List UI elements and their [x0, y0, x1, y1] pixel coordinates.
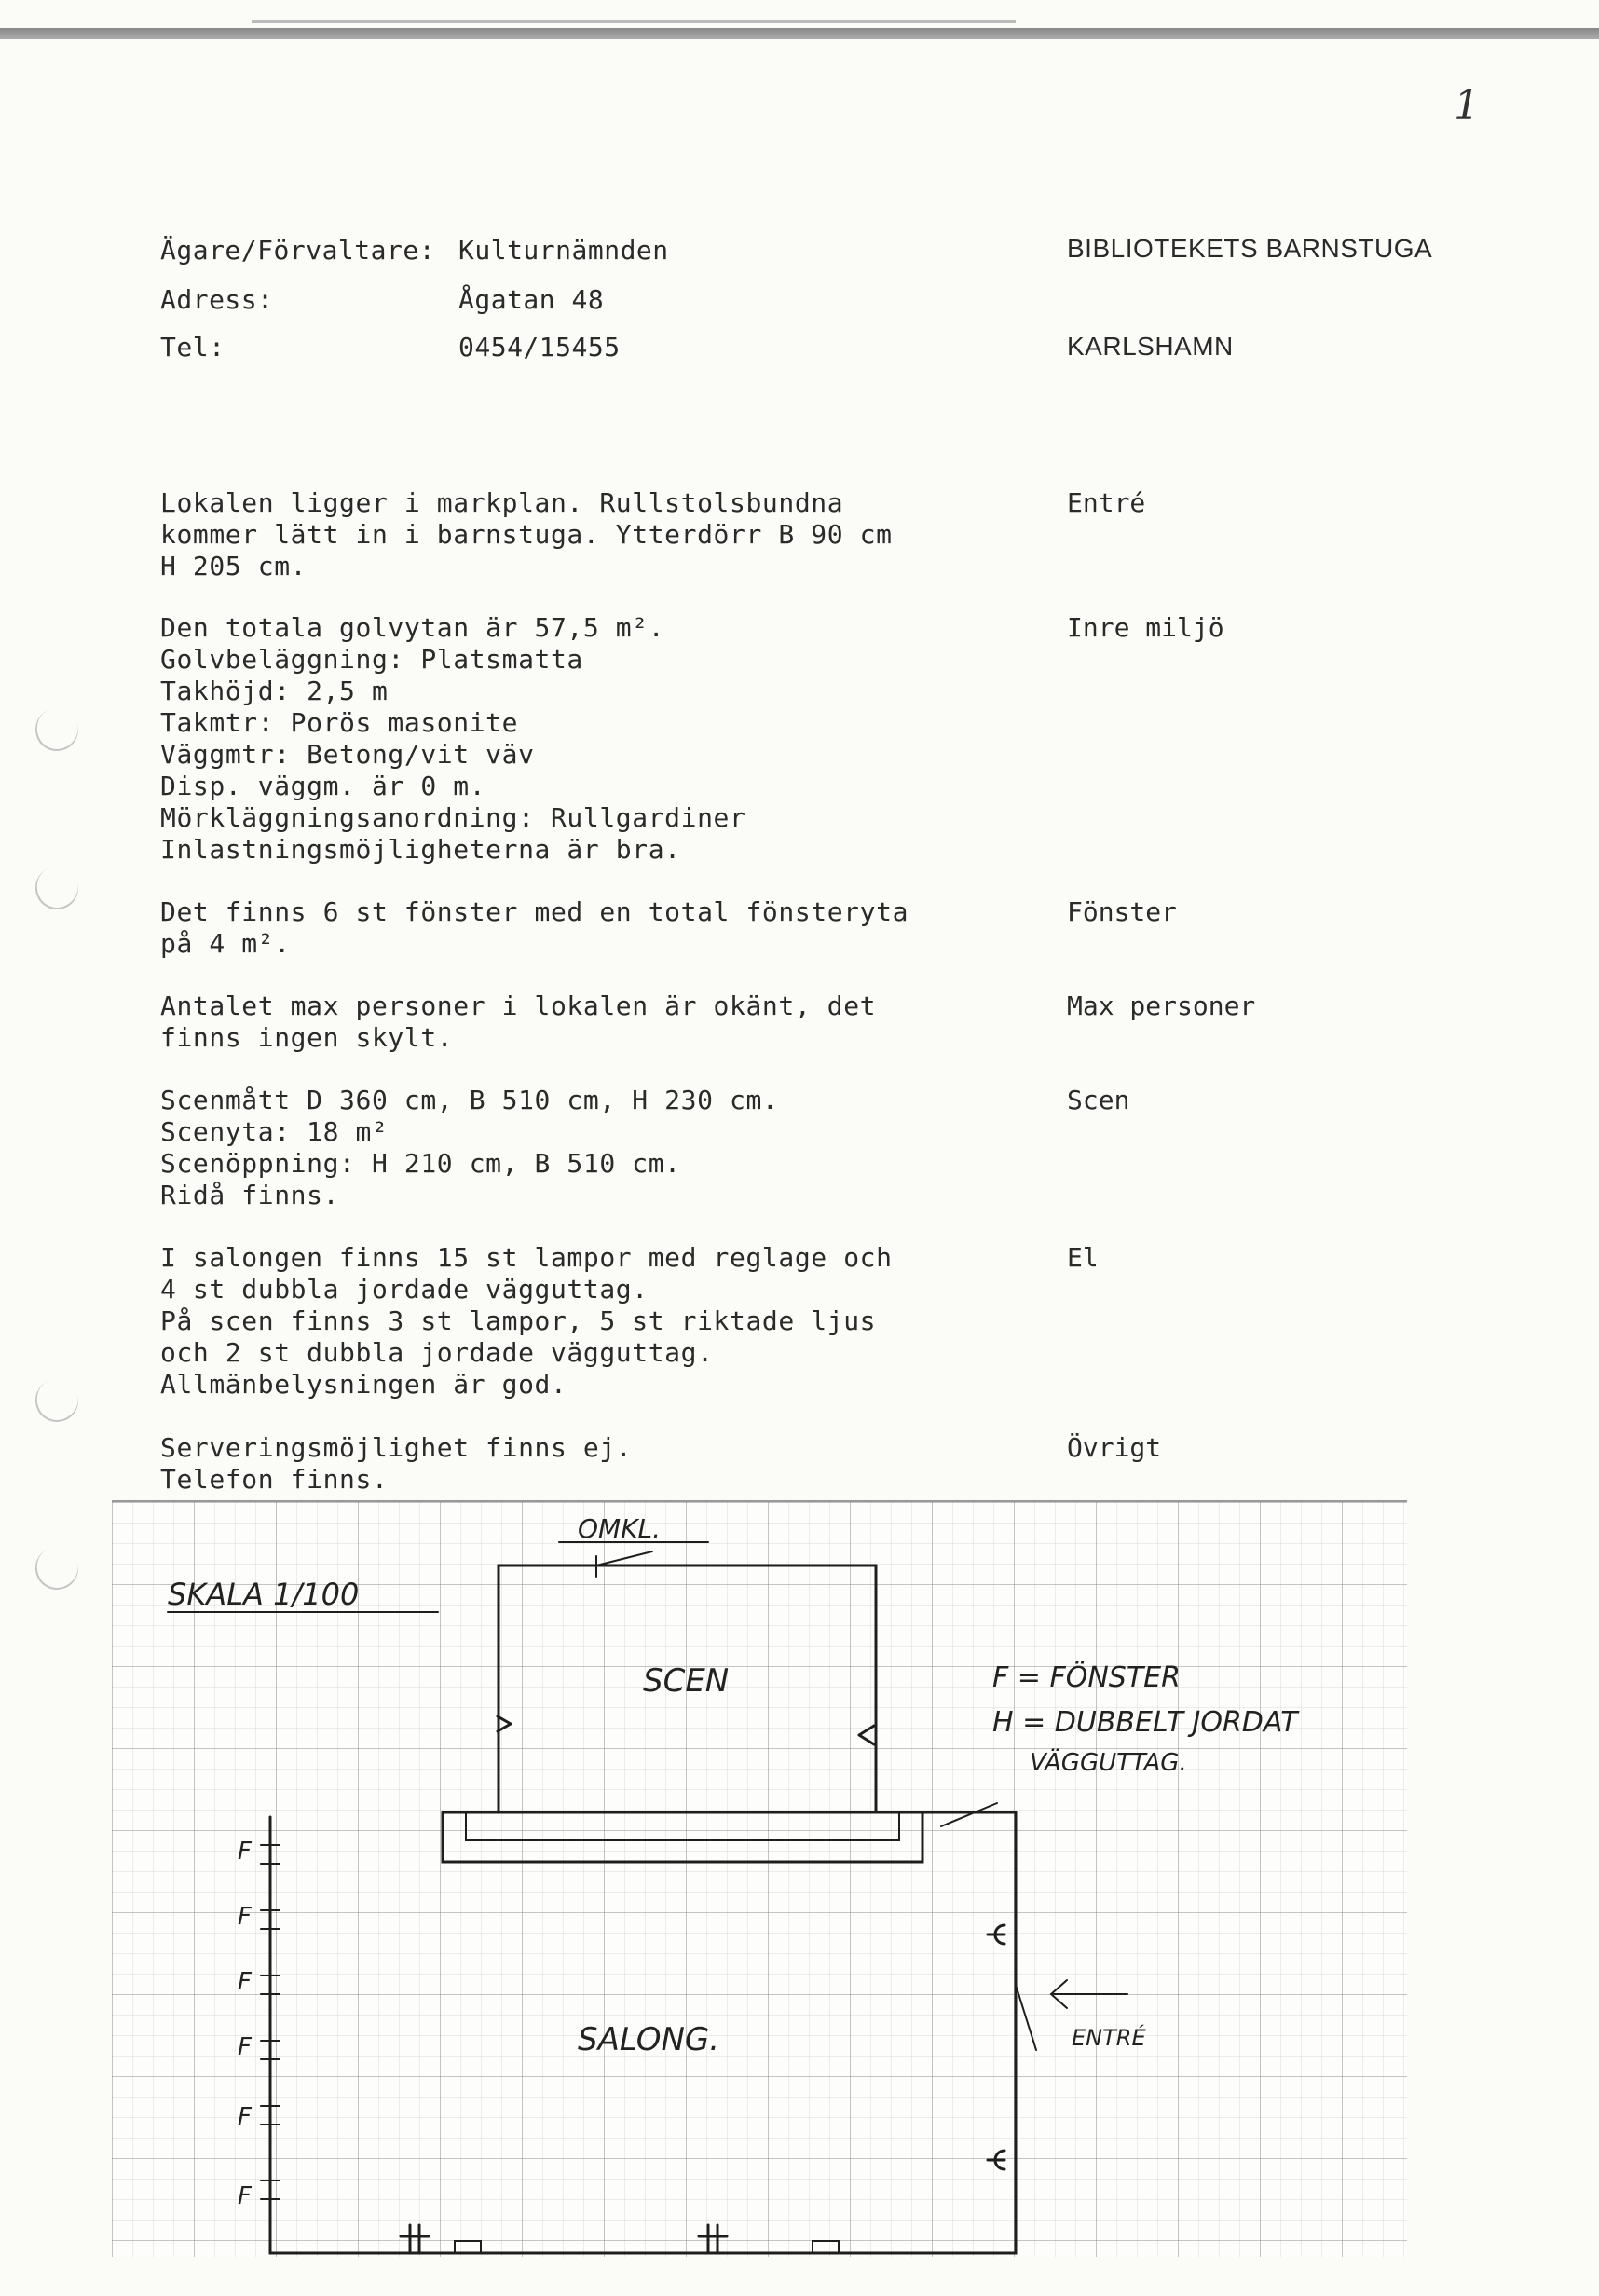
tel-label: Tel:	[160, 332, 226, 362]
text-line: Den totala golvytan är 57,5 m².	[160, 612, 665, 643]
text-line: Golvbeläggning: Platsmatta	[160, 644, 583, 675]
section-heading-entre: Entré	[1067, 487, 1146, 518]
legend-outlet-line-1: H = DUBBELT JORDAT	[992, 1706, 1298, 1739]
section-heading-scen: Scen	[1067, 1085, 1130, 1115]
window-marker: F	[238, 2182, 252, 2210]
text-line: finns ingen skylt.	[160, 1022, 454, 1053]
owner-value: Kulturnämnden	[458, 235, 669, 266]
stage-front	[443, 1812, 922, 1862]
window-marker: F	[238, 1968, 252, 1996]
legend-outlet-line-2: VÄGGUTTAG.	[1030, 1749, 1187, 1777]
text-line: Telefon finns.	[160, 1464, 389, 1495]
text-line: Disp. väggm. är 0 m.	[160, 771, 486, 801]
text-line: Scenyta: 18 m²	[160, 1116, 389, 1147]
plan-scale-label: SKALA 1/100	[168, 1577, 360, 1612]
tel-value: 0454/15455	[458, 332, 621, 362]
plan-dressing-room-label: OMKL.	[578, 1513, 662, 1544]
text-line: I salongen finns 15 st lampor med reglage och	[160, 1242, 893, 1273]
window-marker: F	[238, 1838, 252, 1866]
window-marker: F	[238, 2033, 252, 2061]
facility-name: BIBLIOTEKETS BARNSTUGA	[1067, 234, 1433, 263]
plan-stage-label: SCEN	[643, 1662, 730, 1700]
legend-window: F = FÖNSTER	[992, 1661, 1181, 1694]
text-line: Takhöjd: 2,5 m	[160, 676, 389, 706]
text-line: Takmtr: Porös masonite	[160, 707, 519, 738]
window-marker: F	[238, 1903, 252, 1931]
owner-label: Ägare/Förvaltare:	[160, 235, 436, 266]
text-line: H 205 cm.	[160, 551, 308, 581]
text-line: Serveringsmöjlighet finns ej.	[160, 1432, 633, 1463]
text-line: Inlastningsmöjligheterna är bra.	[160, 834, 681, 865]
text-line: kommer lätt in i barnstuga. Ytterdörr B 90 cm	[160, 519, 893, 550]
address-label: Adress:	[160, 284, 274, 315]
text-line: Scenöppning: H 210 cm, B 510 cm.	[160, 1148, 681, 1179]
section-heading-max-personer: Max personer	[1067, 991, 1256, 1021]
section-heading-inre-miljo: Inre miljö	[1067, 612, 1224, 643]
page-number: 1	[1454, 82, 1480, 130]
text-line: Ridå finns.	[160, 1180, 340, 1210]
section-heading-el: El	[1067, 1242, 1099, 1273]
plan-entrance-label: ENTRÉ	[1072, 2025, 1146, 2051]
plan-hall-label: SALONG.	[578, 2021, 720, 2058]
text-line: Scenmått D 360 cm, B 510 cm, H 230 cm.	[160, 1085, 779, 1115]
text-line: Mörkläggningsanordning: Rullgardiner	[160, 802, 746, 833]
text-line: på 4 m².	[160, 928, 291, 959]
text-line: Allmänbelysningen är god.	[160, 1369, 567, 1400]
text-line: Lokalen ligger i markplan. Rullstolsbundna	[160, 487, 844, 518]
text-line: Väggmtr: Betong/vit väv	[160, 739, 535, 770]
city-name: KARLSHAMN	[1067, 332, 1234, 361]
section-heading-ovrigt: Övrigt	[1067, 1432, 1162, 1463]
text-line: och 2 st dubbla jordade vägguttag.	[160, 1337, 714, 1368]
text-line: Det finns 6 st fönster med en total fönsteryta	[160, 896, 909, 927]
text-line: 4 st dubbla jordade vägguttag.	[160, 1274, 649, 1305]
text-line: På scen finns 3 st lampor, 5 st riktade ljus	[160, 1305, 877, 1336]
address-value: Ågatan 48	[458, 284, 605, 315]
section-heading-fonster: Fönster	[1067, 896, 1178, 927]
window-marker: F	[238, 2103, 252, 2131]
text-line: Antalet max personer i lokalen är okänt, det	[160, 991, 877, 1021]
